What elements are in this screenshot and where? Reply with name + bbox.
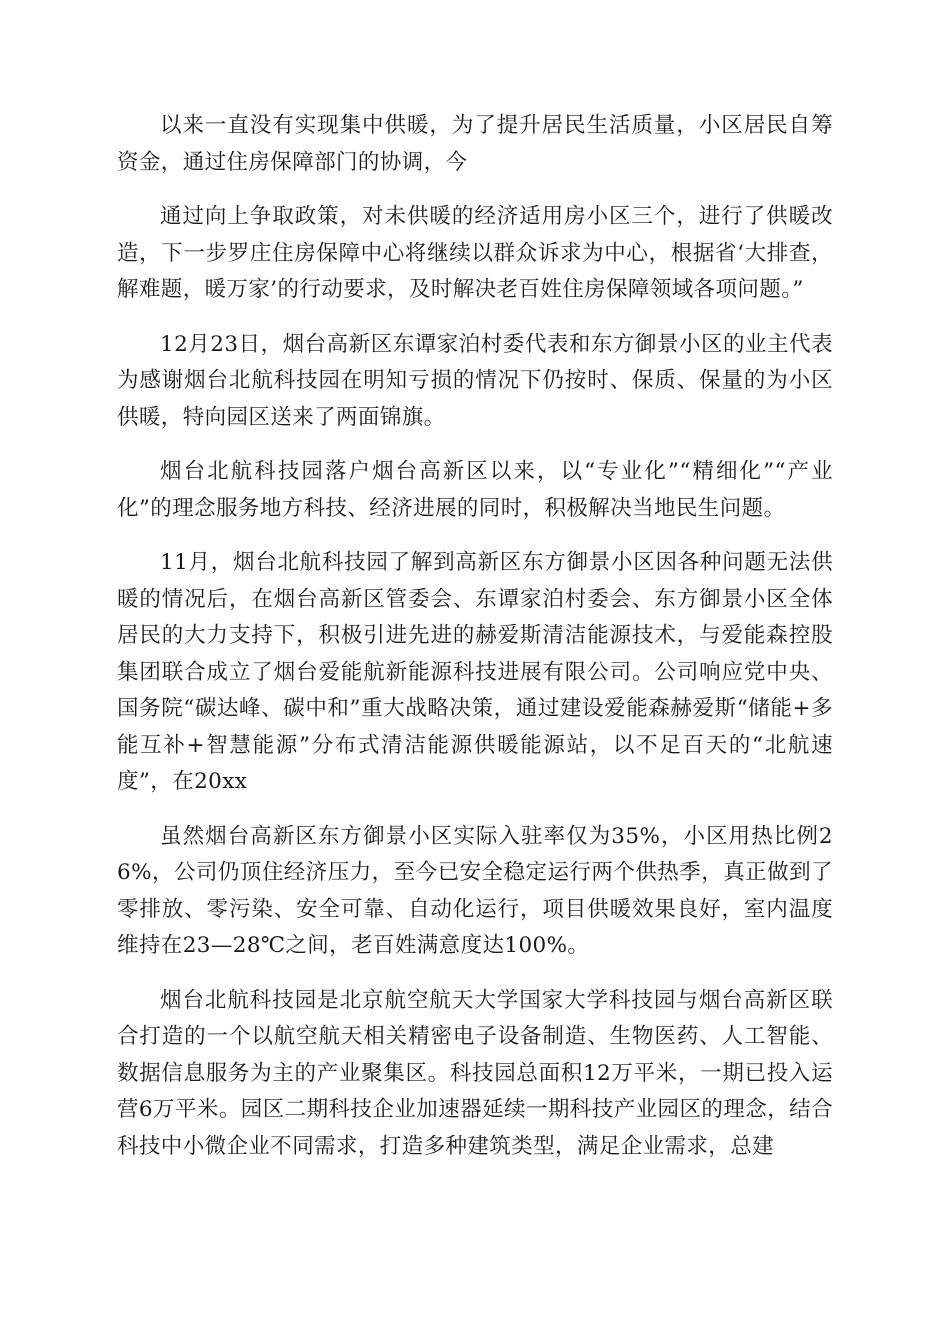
paragraph-7: 烟台北航科技园是北京航空航天大学国家大学科技园与烟台高新区联合打造的一个以航空航天相关精密电子设备制造、生物医药、人工智能、数据信息服务为主的产业聚集区。科技园总面积12万平米，一期已投入运营6万平米。园区二期科技企业加速器延续一期科技产业园区的理念，结合科技中小微企业不同需求，打造多种建筑类型，满足企业需求，总建	[117, 987, 833, 1159]
paragraph-2: 通过向上争取政策，对未供暖的经济适用房小区三个，进行了供暖改造，下一步罗庄住房保障中心将继续以群众诉求为中心，根据省‘大排查，解难题，暖万家’的行动要求，及时解决老百姓住房保障领域各项问题。”	[117, 204, 833, 302]
paragraph-6: 虽然烟台高新区东方御景小区实际入驻率仅为35%，小区用热比例26%，公司仍顶住经济压力，至今已安全稳定运行两个供热季，真正做到了零排放、零污染、安全可靠、自动化运行，项目供暖效果良好，室内温度维持在23—28℃之间，老百姓满意度达100%。	[117, 823, 833, 958]
paragraph-4: 烟台北航科技园落户烟台高新区以来，以“专业化”“精细化”“产业化”的理念服务地方科技、经济进展的同时，积极解决当地民生问题。	[117, 459, 833, 521]
paragraph-1: 以来一直没有实现集中供暖，为了提升居民生活质量，小区居民自筹资金，通过住房保障部门的协调，今	[117, 113, 833, 175]
paragraph-3: 12月23日，烟台高新区东谭家泊村委代表和东方御景小区的业主代表为感谢烟台北航科技园在明知亏损的情况下仍按时、保质、保量的为小区供暖，特向园区送来了两面锦旗。	[117, 331, 833, 430]
document-body	[117, 108, 833, 1183]
paragraph-5: 11月，烟台北航科技园了解到高新区东方御景小区因各种问题无法供暖的情况后，在烟台高新区管委会、东谭家泊村委会、东方御景小区全体居民的大力支持下，积极引进先进的赫爱斯清洁能源技术，与爱能森控股集团联合成立了烟台爱能航新能源科技进展有限公司。公司响应党中央、国务院“碳达峰、碳中和”重大战略决策，通过建设爱能森赫爱斯“储能+多能互补+智慧能源”分布式清洁能源供暖能源站，以不足百天的“北航速度”，在20xx	[117, 550, 833, 794]
